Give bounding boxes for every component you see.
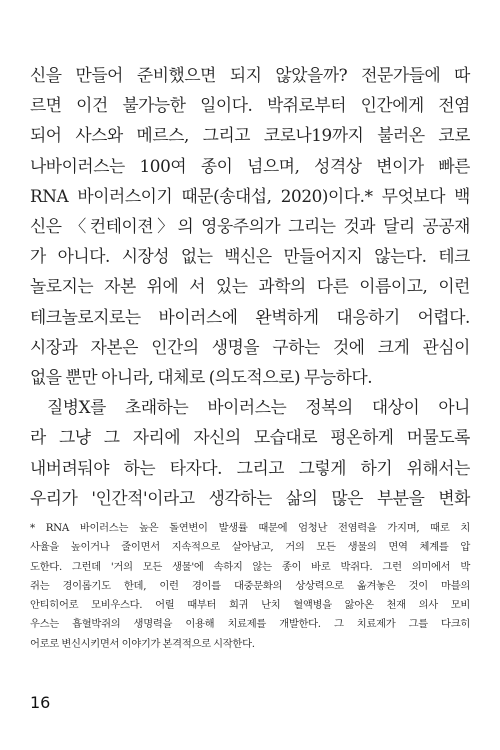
body-line: 르면 이건 불가능한 일이다. 박쥐로부터 인간에게 전염	[30, 95, 470, 116]
page-number: 16	[30, 693, 51, 712]
footnote-line: 사율을 높이거나 줄이면서 지속적으로 살아남고, 거의 모든 생물의 면역 체계를 압	[30, 541, 470, 554]
body-line: RNA 바이러스이기 때문(송대섭, 2020)이다.* 무엇보다 백	[30, 185, 470, 206]
footnote	[30, 519, 470, 654]
body-line: 신을 만들어 준비했으면 되지 않았을까? 전문가들에 따	[30, 65, 470, 85]
body-line: 되어 사스와 메르스, 그리고 코로나19까지 불러온 코로	[30, 125, 470, 146]
footnote-line: 도한다. 그런데 '거의 모든 생물'에 속하지 않는 종이 바로 박쥐다. 그런 의미에서 박	[30, 560, 470, 573]
paragraph-start-line: 질병X를 초래하는 바이러스는 정복의 대상이 아니	[47, 397, 470, 418]
body-line: 가 아니다. 시장성 없는 백신은 만들어지지 않는다. 테크	[30, 246, 470, 267]
body-line: 놀로지는 자본 위에 서 있는 과학의 다른 이름이고, 이런	[30, 276, 470, 297]
body-line: 신은 〈컨테이젼〉의 영웅주의가 그리는 것과 달리 공공재	[30, 216, 470, 237]
paragraph-end-line: 없을 뿐만 아니라, 대체로 (의도적으로) 무능하다.	[30, 367, 373, 388]
footnote-line: 어로로 변신시키면서 이야기가 본격적으로 시작한다.	[30, 637, 255, 650]
body-text	[30, 60, 470, 513]
body-line: 시장과 자본은 인간의 생명을 구하는 것에 크게 관심이	[30, 336, 470, 357]
footnote-line: * RNA 바이러스는 높은 돌연변이 발생률 때문에 엄청난 전염력을 가지며, 때로 치	[30, 522, 470, 534]
body-line: 나바이러스는 100여 종이 넘으며, 성격상 변이가 빠른	[30, 155, 470, 176]
footnote-line: 쥐는 경이롭기도 한데, 이런 경이를 대중문화의 상상력으로 옮겨놓은 것이 마블의	[30, 579, 470, 592]
body-line: 내버려둬야 하는 타자다. 그리고 그렇게 하기 위해서는	[30, 457, 470, 478]
body-line: 라 그냥 그 자리에 자신의 모습대로 평온하게 머물도록	[30, 427, 470, 448]
body-line: 우리가 '인간적'이라고 생각하는 삶의 많은 부분을 변화	[30, 487, 470, 508]
footnote-line: 우스는 흡혈박쥐의 생명력을 이용해 치료제를 개발한다. 그 치료제가 그를 다크히	[30, 618, 470, 631]
body-line: 테크놀로지로는 바이러스에 완벽하게 대응하기 어렵다.	[30, 306, 470, 327]
footnote-line: 안티히어로 모비우스다. 어릴 때부터 희귀 난치 혈액병을 앓아온 천재 의사 모비	[30, 599, 470, 612]
